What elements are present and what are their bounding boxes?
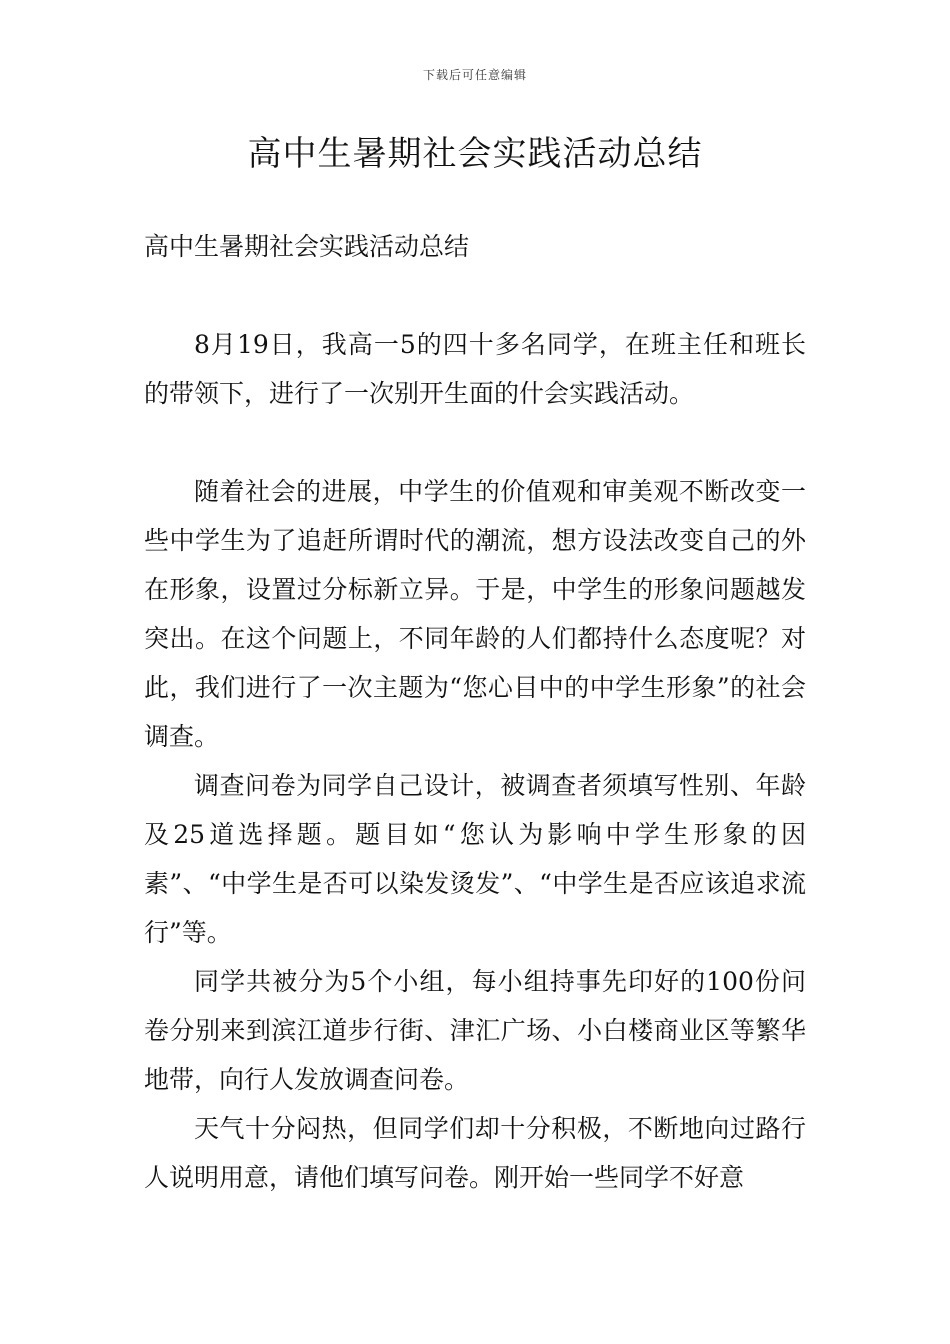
paragraph-gap: [144, 418, 806, 467]
header-note: 下载后可任意编辑: [422, 68, 527, 82]
document-body: [144, 222, 806, 1202]
document-subtitle: 高中生暑期社会实践活动总结: [144, 232, 470, 261]
paragraph-5: 天气十分闷热，但同学们却十分积极，不断地向过路行人说明用意，请他们填写问卷。刚开始一些同学不好意: [144, 1114, 806, 1192]
paragraph-2: 随着社会的进展，中学生的价值观和审美观不断改变一些中学生为了追赶所谓时代的潮流，想方设法改变自己的外在形象，设置过分标新立异。于是，中学生的形象问题越发突出。在这个问题上，不同年龄的人们都持什么态度呢？对此，我们进行了一次主题为“您心目中的中学生形象”的社会调查。: [144, 477, 806, 751]
paragraph-3: 调查问卷为同学自己设计，被调查者须填写性别、年龄及25道选择题。题目如“您认为影响中学生形象的因素”、“中学生是否可以染发烫发”、“中学生是否应该追求流行”等。: [144, 771, 806, 947]
document-title: 高中生暑期社会实践活动总结: [247, 134, 703, 174]
paragraph-gap: [144, 271, 806, 320]
paragraph-4: 同学共被分为5个小组，每小组持事先印好的100份问卷分别来到滨江道步行街、津汇广场、小白楼商业区等繁华地带，向行人发放调查问卷。: [144, 967, 806, 1094]
paragraph-1: 8月19日，我高一5的四十多名同学，在班主任和班长的带领下，进行了一次别开生面的什会实践活动。: [144, 330, 806, 408]
